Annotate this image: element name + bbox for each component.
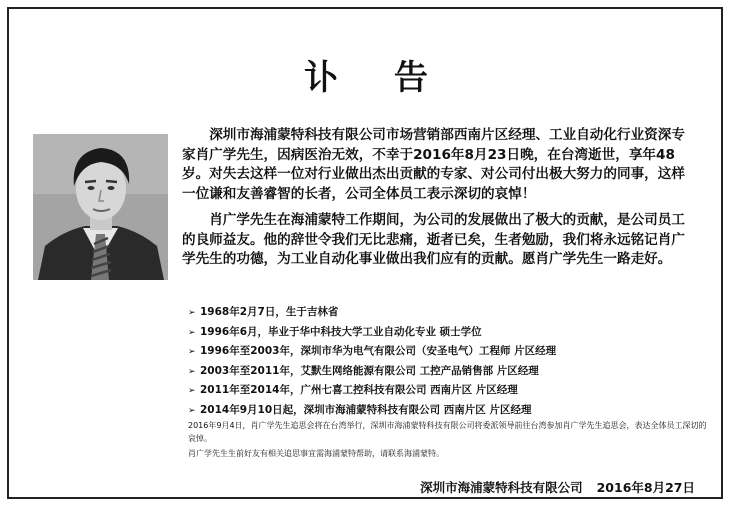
arrow-bullet-icon: ➢	[188, 308, 196, 318]
arrow-bullet-icon: ➢	[188, 327, 196, 338]
arrow-bullet-icon: ➢	[188, 347, 196, 358]
career-timeline	[188, 303, 556, 421]
timeline-item: ➢ 2011年至2014年，广州七喜工控科技有限公司 西南片区 片区经理	[188, 381, 556, 401]
signature-date: 2016年8月27日	[596, 480, 695, 495]
memorial-note: 2016年9月4日，肖广学先生追思会将在台湾举行，深圳市海浦蒙特科技有限公司将委派领导前往台湾参加肖广学先生追思会，表达全体员工深切的哀悼。	[188, 421, 707, 443]
signature-company: 深圳市海浦蒙特科技有限公司	[420, 480, 583, 495]
obituary-paragraph-2: 肖广学先生在海浦蒙特工作期间，为公司的发展做出了极大的贡献，是公司员工的良师益友。他的辞世令我们无比悲痛，逝者已矣，生者勉励，我们将永远铭记肖广学先生的功德，为工业自动化事业做出我们应有的贡献。愿肖广学先生一路走好。	[182, 212, 685, 267]
obituary-paragraph-1: 深圳市海浦蒙特科技有限公司市场营销部西南片区经理、工业自动化行业资深专家肖广学先生，因病医治无效，不幸于2016年8月23日晚，在台湾逝世，享年48岁。对失去这样一位对行业做出杰出贡献的专家、对公司付出极大努力的同事，这样一位谦和友善睿智的长者，公司全体员工表示深切的哀悼！	[182, 127, 685, 202]
signature	[420, 478, 695, 496]
contact-note: 肖广学先生生前好友有相关追思事宜需海浦蒙特帮助，请联系海浦蒙特。	[188, 449, 444, 458]
timeline-item: ➢ 1996年6月，毕业于华中科技大学工业自动化专业 硕士学位	[188, 323, 556, 343]
timeline-item: ➢ 2014年9月10日起，深圳市海浦蒙特科技有限公司 西南片区 片区经理	[188, 401, 556, 421]
timeline-item: ➢ 2003年至2011年，艾默生网络能源有限公司 工控产品销售部 片区经理	[188, 362, 556, 382]
portrait-photo	[33, 134, 168, 280]
obituary-title: 讣 告	[304, 58, 450, 98]
arrow-bullet-icon: ➢	[188, 366, 196, 377]
timeline-item: ➢ 1996年至2003年，深圳市华为电气有限公司（安圣电气）工程师 片区经理	[188, 342, 556, 362]
arrow-bullet-icon: ➢	[188, 405, 196, 416]
portrait-illustration	[33, 134, 168, 280]
arrow-bullet-icon: ➢	[188, 386, 196, 397]
timeline-item: ➢ 1968年2月7日，生于吉林省	[188, 303, 556, 323]
